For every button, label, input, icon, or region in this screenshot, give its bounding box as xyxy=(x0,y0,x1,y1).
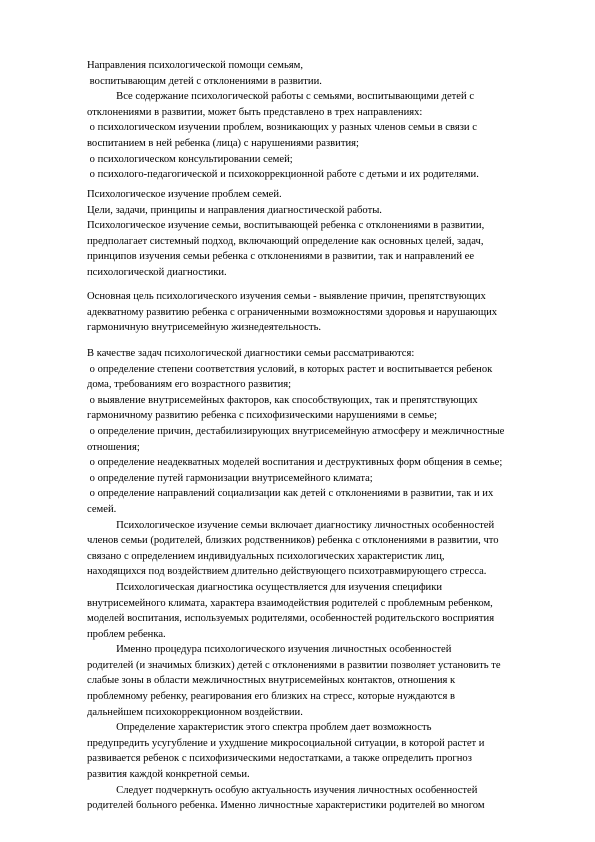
list-item-line: о определение неадекватных моделей воспитания и деструктивных форм общения в семье; xyxy=(87,457,503,469)
list-item-line: о психолого-педагогической и психокоррекционной работе с детьми и их родителями. xyxy=(87,169,479,181)
text-line: родителей больного ребенка. Именно личностные характеристики родителей во многом xyxy=(87,800,485,812)
section-subheading: Цели, задачи, принципы и направления диагностической работы. xyxy=(87,204,382,216)
intro-block xyxy=(87,58,527,183)
text-line: развивается ребенок с психофизическими недостатками, а также определить прогноз xyxy=(87,753,472,765)
list-item-line: о психологическом изучении проблем, возникающих у разных членов семьи в связи с xyxy=(87,122,477,134)
text-line: внутрисемейного климата, характера взаимодействия родителей с проблемным ребенком, xyxy=(87,597,493,609)
text-line: моделей воспитания, используемых родителями, особенностей родительского восприятия xyxy=(87,613,495,625)
list-item-line: воспитанием в ней ребенка (лица) с нарушениями развития; xyxy=(87,137,359,149)
text-line: Определение характеристик этого спектра проблем дает возможность xyxy=(87,722,432,734)
text-line: адекватному развитию ребенка с ограниченными возможностями здоровья и нарушающих xyxy=(87,306,498,318)
text-line: Психологическое изучение семьи включает диагностику личностных особенностей xyxy=(87,519,495,531)
text-line: родителей (и значимых близких) детей с отклонениями в развитии позволяет установить те xyxy=(87,659,501,671)
list-item-line: о определение степени соответствия условий, в которых растет и воспитывается ребенок xyxy=(87,363,493,375)
text-line: Психологическое изучение семьи, воспитывающей ребенка с отклонениями в развитии, xyxy=(87,220,485,232)
tasks-section xyxy=(87,346,527,814)
list-item-line: семей. xyxy=(87,503,117,515)
goal-paragraph xyxy=(87,289,527,336)
text-line: Именно процедура психологического изучения личностных особенностей xyxy=(87,644,452,656)
list-item-line: о определение причин, дестабилизирующих внутрисемейную атмосферу и межличностные xyxy=(87,425,505,437)
text-line: предупредить усугубление и ухудшение микросоциальной ситуации, в которой растет и xyxy=(87,737,485,749)
text-line: слабые зоны в области межличностных внутрисемейных контактов, отношения к xyxy=(87,675,456,687)
text-line: принципов изучения семьи ребенка с отклонениями в развитии, так и направлений ее xyxy=(87,251,475,263)
list-item-line: отношения; xyxy=(87,441,140,453)
text-line: проблем ребенка. xyxy=(87,628,166,640)
text-line: членов семьи (родителей, близких родственников) ребенка с отклонениями в развитии, что xyxy=(87,535,499,547)
list-item-line: гармоничному развитию ребенка с психофизическими нарушениями в семье; xyxy=(87,410,438,422)
study-section xyxy=(87,187,527,281)
text-line: гармоничную внутрисемейную жизнедеятельность. xyxy=(87,322,322,334)
list-item-line: о психологическом консультировании семей; xyxy=(87,153,293,165)
heading-line: воспитывающим детей с отклонениями в развитии. xyxy=(87,75,322,87)
text-line: Все содержание психологической работы с семьями, воспитывающими детей с xyxy=(87,91,475,103)
text-line: связано с определением индивидуальных психологических характеристик лиц, xyxy=(87,550,445,562)
list-item-line: о выявление внутрисемейных факторов, как способствующих, так и препятствующих xyxy=(87,394,478,406)
text-line: дальнейшем психокоррекционном воздействии. xyxy=(87,706,303,718)
text-line: Основная цель психологического изучения семьи - выявление причин, препятствующих xyxy=(87,291,486,302)
section-heading: В качестве задач психологической диагностики семьи рассматриваются: xyxy=(87,348,415,359)
list-item-line: о определение путей гармонизации внутрисемейного климата; xyxy=(87,472,373,484)
list-item-line: дома, требованиям его возрастного развития; xyxy=(87,379,292,391)
text-line: проблемному ребенку, реагирования его близких на стресс, которые нуждаются в xyxy=(87,691,456,703)
text-line: Следует подчеркнуть особую актуальность изучения личностных особенностей xyxy=(87,784,478,796)
text-line: развития каждой конкретной семьи. xyxy=(87,769,250,781)
text-line: предполагает системный подход, включающий определение как основных целей, задач, xyxy=(87,235,484,247)
section-heading: Психологическое изучение проблем семей. xyxy=(87,189,282,200)
text-line: Психологическая диагностика осуществляется для изучения специфики xyxy=(87,581,443,593)
list-item-line: о определение направлений социализации как детей с отклонениями в развитии, так и их xyxy=(87,488,494,500)
text-line: находящихся под воздействием длительно действующего психотравмирующего стресса. xyxy=(87,566,487,578)
text-line: отклонениями в развитии, может быть представлено в трех направлениях: xyxy=(87,106,423,118)
text-line: психологической диагностики. xyxy=(87,266,227,278)
heading-line: Направления психологической помощи семьям, xyxy=(87,60,304,71)
